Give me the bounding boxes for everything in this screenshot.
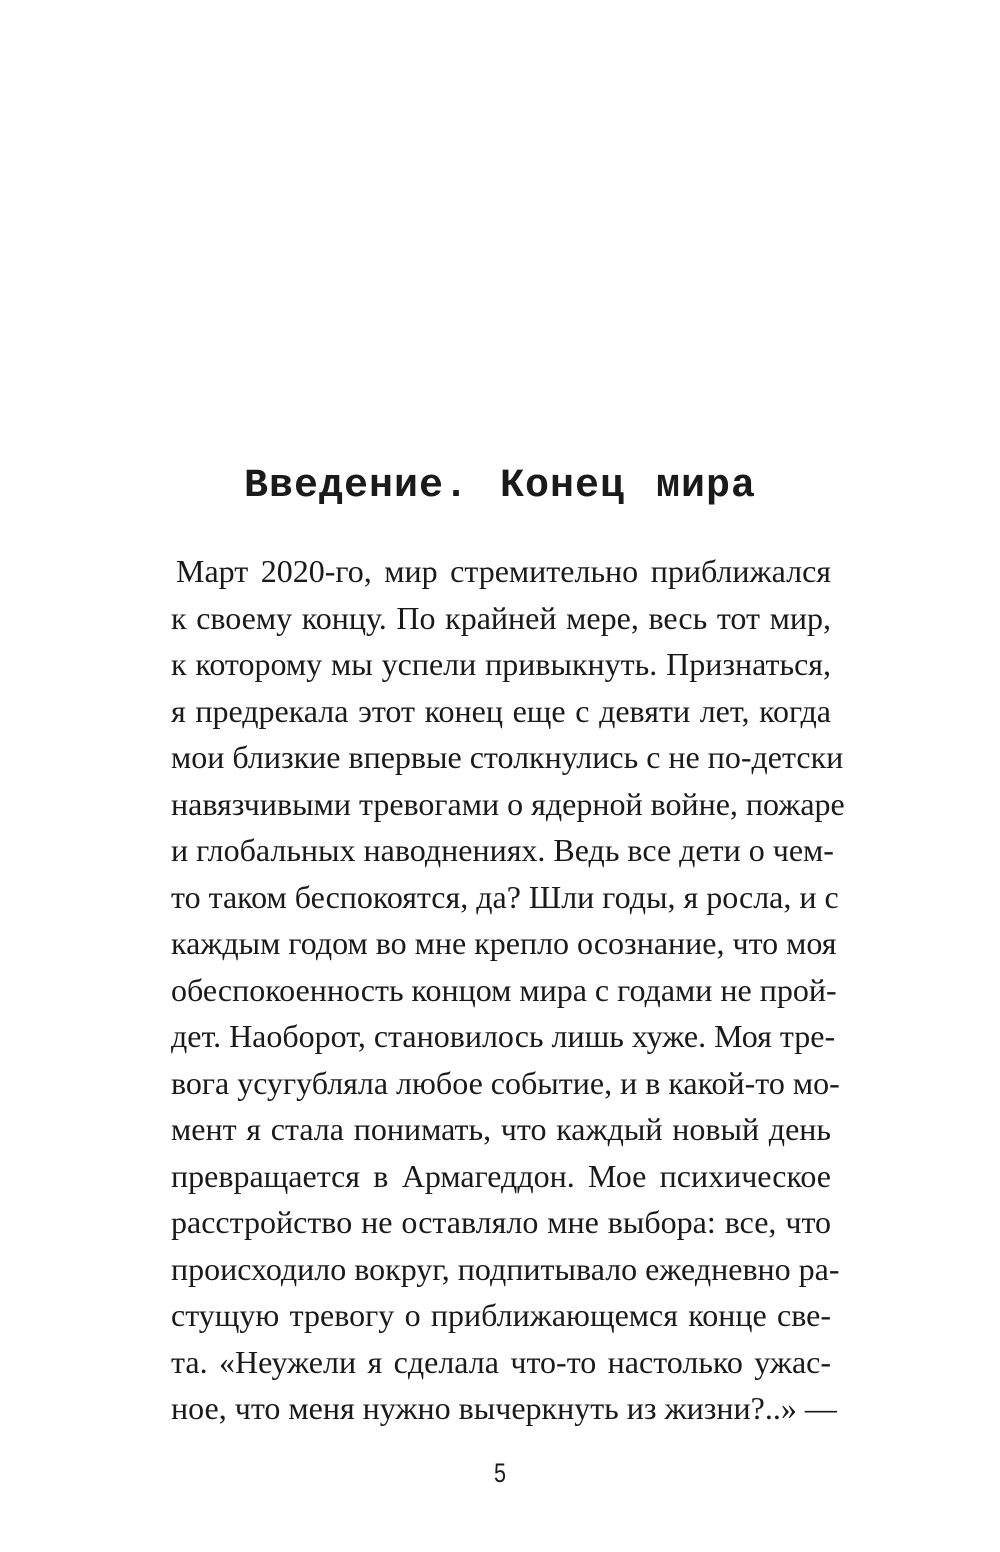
page-number: 5 [493,1458,507,1488]
text-line: к своему концу. По крайней мере, весь тот мир, [171,599,831,636]
text-line: мои близкие впервые столкнулись с не по-детски [171,739,844,775]
text-line: то таком беспокоятся, да? Шли годы, я росла, и с [171,878,839,915]
text-line: дет. Наоборот, становилось лишь хуже. Моя тре- [171,1018,836,1054]
text-line: стущую тревогу о приближающемся конце све- [171,1297,831,1333]
text-line: я предрекала этот конец еще с девяти лет, когда [171,692,831,729]
text-line: обеспокоенность концом мира с годами не прой- [171,971,837,1008]
text-line: происходило вокруг, подпитывало ежедневно ра- [171,1250,840,1287]
text-line: навязчивыми тревогами о ядерной войне, пожаре [171,785,845,822]
text-line: Март 2020-го, мир стремительно приближался [176,553,831,589]
text-line: превращается в Армагеддон. Мое психическое [171,1157,831,1194]
text-line: и глобальных наводнениях. Ведь все дети о чем- [171,832,834,868]
text-line: ное, что меня нужно вычеркнуть из жизни?..» — [171,1390,837,1426]
body-paragraph [171,548,845,1432]
text-line: расстройство не оставляло мне выбора: все, что [171,1204,831,1240]
text-line: вога усугубляла любое событие, и в какой-то мо- [171,1064,840,1101]
text-line: к которому мы успели привыкнуть. Признаться, [171,646,831,682]
text-line: каждым годом во мне крепло осознание, что моя [171,925,837,961]
text-line: мент я стала понимать, что каждый новый день [171,1111,831,1147]
text-line: та. «Неужели я сделала что-то настолько ужас- [171,1343,831,1380]
chapter-title: Введение. Конец мира [243,464,757,509]
